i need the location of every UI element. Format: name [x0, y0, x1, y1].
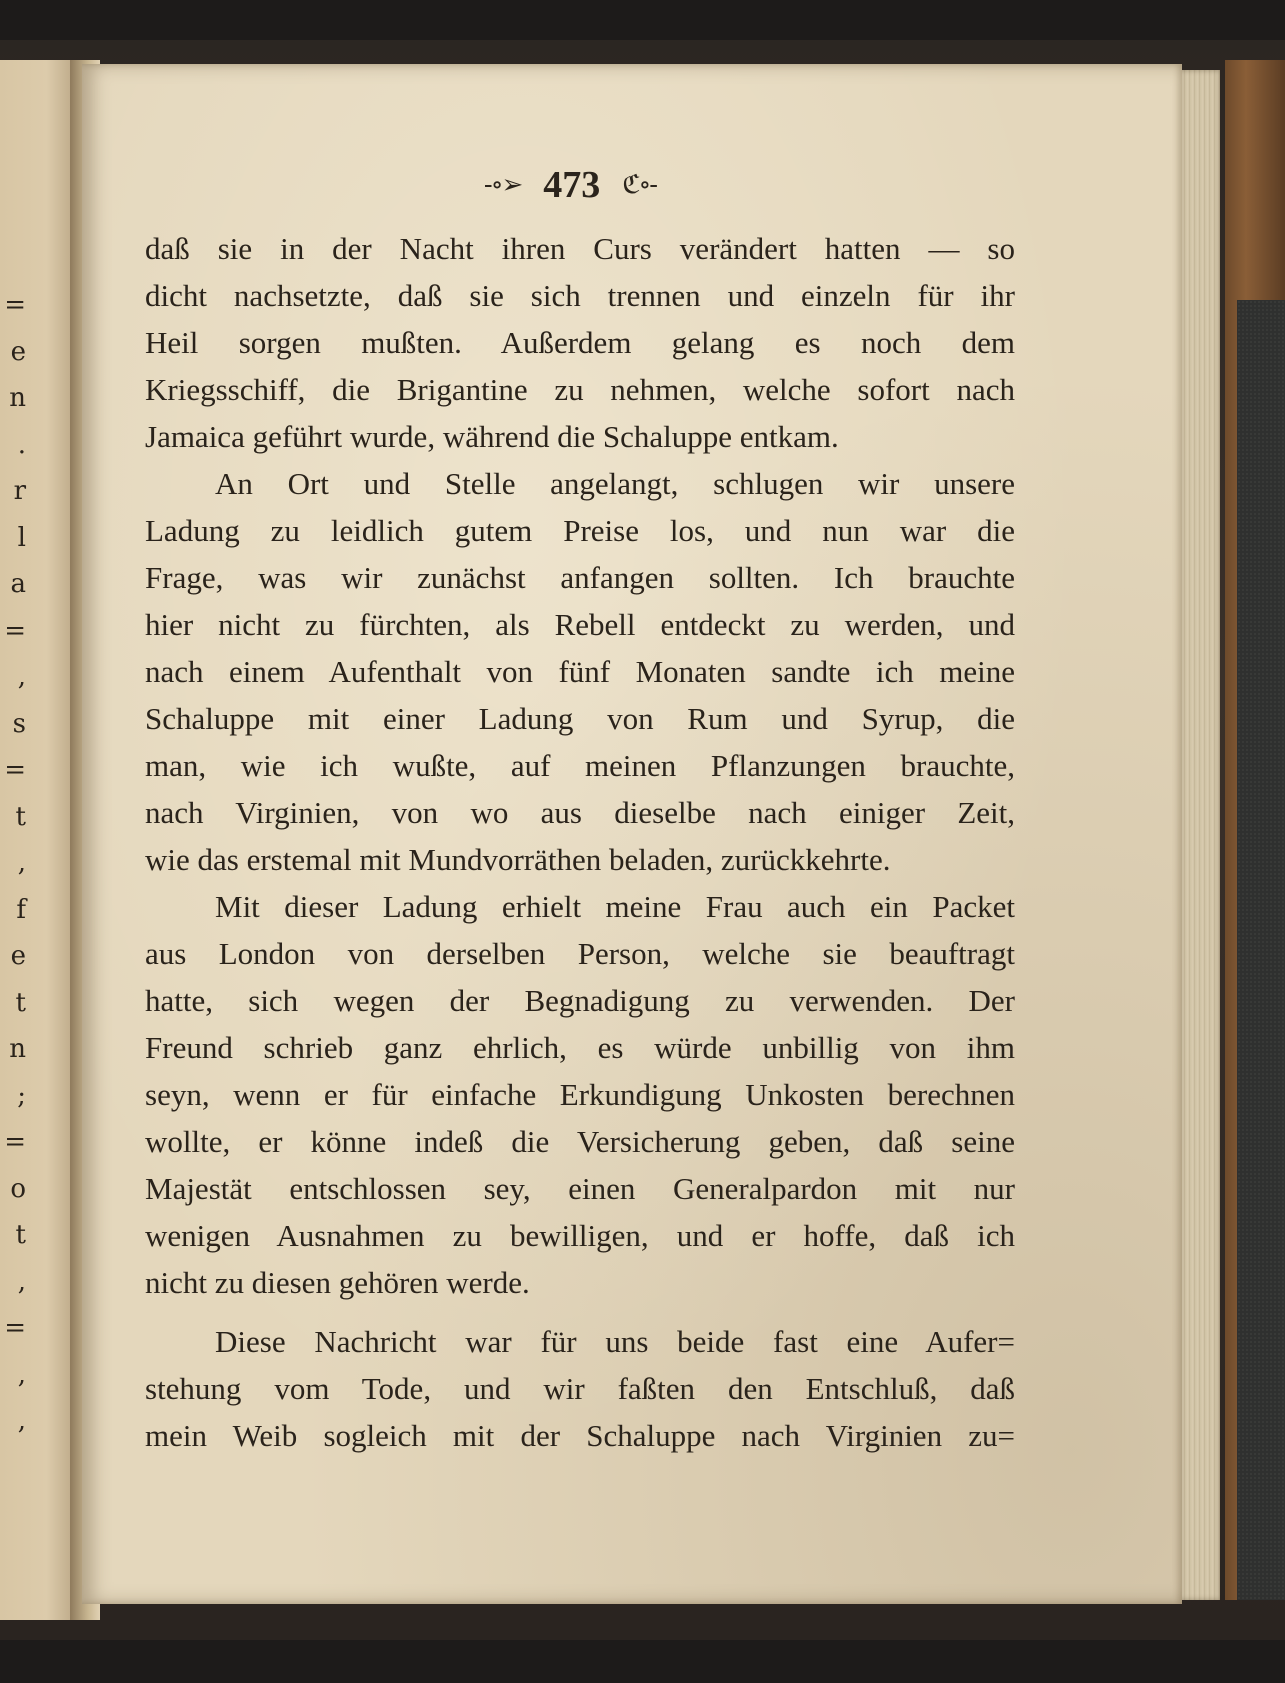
edge-glyph: r — [13, 476, 26, 506]
text-line: wie das erstemal mit Mundvorräthen beladen, zurückkehrte. — [145, 842, 891, 877]
edge-glyph: l — [17, 522, 26, 553]
edge-glyph: n — [9, 1034, 26, 1064]
text-line: wollte, er könne indeß die Versicherung geben, daß seine — [145, 1124, 1015, 1159]
edge-glyph: s — [12, 708, 26, 739]
edge-glyph: o — [10, 1173, 26, 1204]
text-line: Frage, was wir zunächst anfangen sollten. Ich brauchte — [145, 560, 1015, 595]
text-line: Jamaica geführt wurde, während die Schaluppe entkam. — [145, 419, 839, 454]
text-line: man, wie ich wußte, auf meinen Pflanzungen brauchte, — [145, 748, 1015, 783]
text-line: Kriegsschiff, die Brigantine zu nehmen, welche sofort nach — [145, 372, 1015, 407]
text-line: stehung vom Tode, und wir faßten den Entschluß, daß — [145, 1371, 1015, 1406]
left-page-edge-text — [0, 290, 26, 1453]
text-line: aus London von derselben Person, welche sie beauftragt — [145, 936, 1015, 971]
edge-glyph: = — [4, 755, 26, 785]
edge-glyph: = — [4, 1127, 26, 1157]
cover-texture — [1237, 300, 1285, 1600]
text-line: dicht nachsetzte, daß sie sich trennen und einzeln für ihr — [145, 278, 1015, 313]
page-number: 473 — [543, 164, 601, 206]
text-line: wenigen Ausnahmen zu bewilligen, und er hoffe, daß ich — [145, 1218, 1015, 1253]
edge-glyph: t — [15, 801, 26, 832]
edge-glyph: a — [10, 569, 26, 599]
text-line: nach Virginien, von wo aus dieselbe nach einiger Zeit, — [145, 795, 1015, 830]
edge-glyph: f — [16, 894, 26, 925]
edge-glyph: e — [10, 336, 26, 367]
edge-glyph: n — [9, 383, 26, 413]
edge-glyph: , — [17, 1266, 26, 1297]
edge-glyph: t — [15, 1220, 26, 1250]
edge-glyph: , — [17, 1359, 26, 1390]
edge-glyph: = — [4, 290, 26, 320]
edge-glyph: e — [10, 941, 26, 971]
text-line: Ladung zu leidlich gutem Preise los, und nun war die — [145, 513, 1015, 548]
text-line: hatte, sich wegen der Begnadigung zu verwenden. Der — [145, 983, 1015, 1018]
text-line: Mit dieser Ladung erhielt meine Frau auch ein Packet — [215, 889, 1015, 924]
edge-glyph: , — [17, 848, 26, 878]
text-line: mein Weib sogleich mit der Schaluppe nach Virginien zu= — [145, 1418, 1015, 1453]
text-line: An Ort und Stelle angelangt, schlugen wir unsere — [215, 466, 1015, 501]
text-line: seyn, wenn er für einfache Erkundigung Unkosten berechnen — [145, 1077, 1015, 1112]
text-line: hier nicht zu fürchten, als Rebell entdeckt zu werden, und — [145, 607, 1015, 642]
edge-glyph: t — [15, 987, 26, 1018]
left-facing-page — [0, 60, 78, 1620]
edge-glyph: , — [17, 1406, 26, 1436]
edge-glyph: ; — [17, 1080, 26, 1111]
ornament-right: ℭ∘- — [622, 170, 657, 200]
text-line: Heil sorgen mußten. Außerdem gelang es noch dem — [145, 325, 1015, 360]
page-header — [440, 160, 700, 210]
text-line: Diese Nachricht war für uns beide fast eine Aufer= — [215, 1324, 1015, 1359]
text-line: Freund schrieb ganz ehrlich, es würde unbillig von ihm — [145, 1030, 1015, 1065]
text-line: daß sie in der Nacht ihren Curs verändert hatten — so — [145, 231, 1015, 266]
page-body-text — [145, 225, 1015, 1459]
edge-glyph: . — [17, 429, 26, 460]
text-line: nach einem Aufenthalt von fünf Monaten sandte ich meine — [145, 654, 1015, 689]
text-line: nicht zu diesen gehören werde. — [145, 1265, 530, 1300]
edge-glyph: = — [4, 615, 26, 646]
text-line: Schaluppe mit einer Ladung von Rum und Syrup, die — [145, 701, 1015, 736]
page-stack-edges — [1180, 70, 1220, 1600]
text-line: Majestät entschlossen sey, einen Generalpardon mit nur — [145, 1171, 1015, 1206]
edge-glyph: = — [4, 1313, 26, 1343]
edge-glyph: , — [17, 662, 26, 692]
ornament-left: -∘➢ — [483, 170, 522, 200]
